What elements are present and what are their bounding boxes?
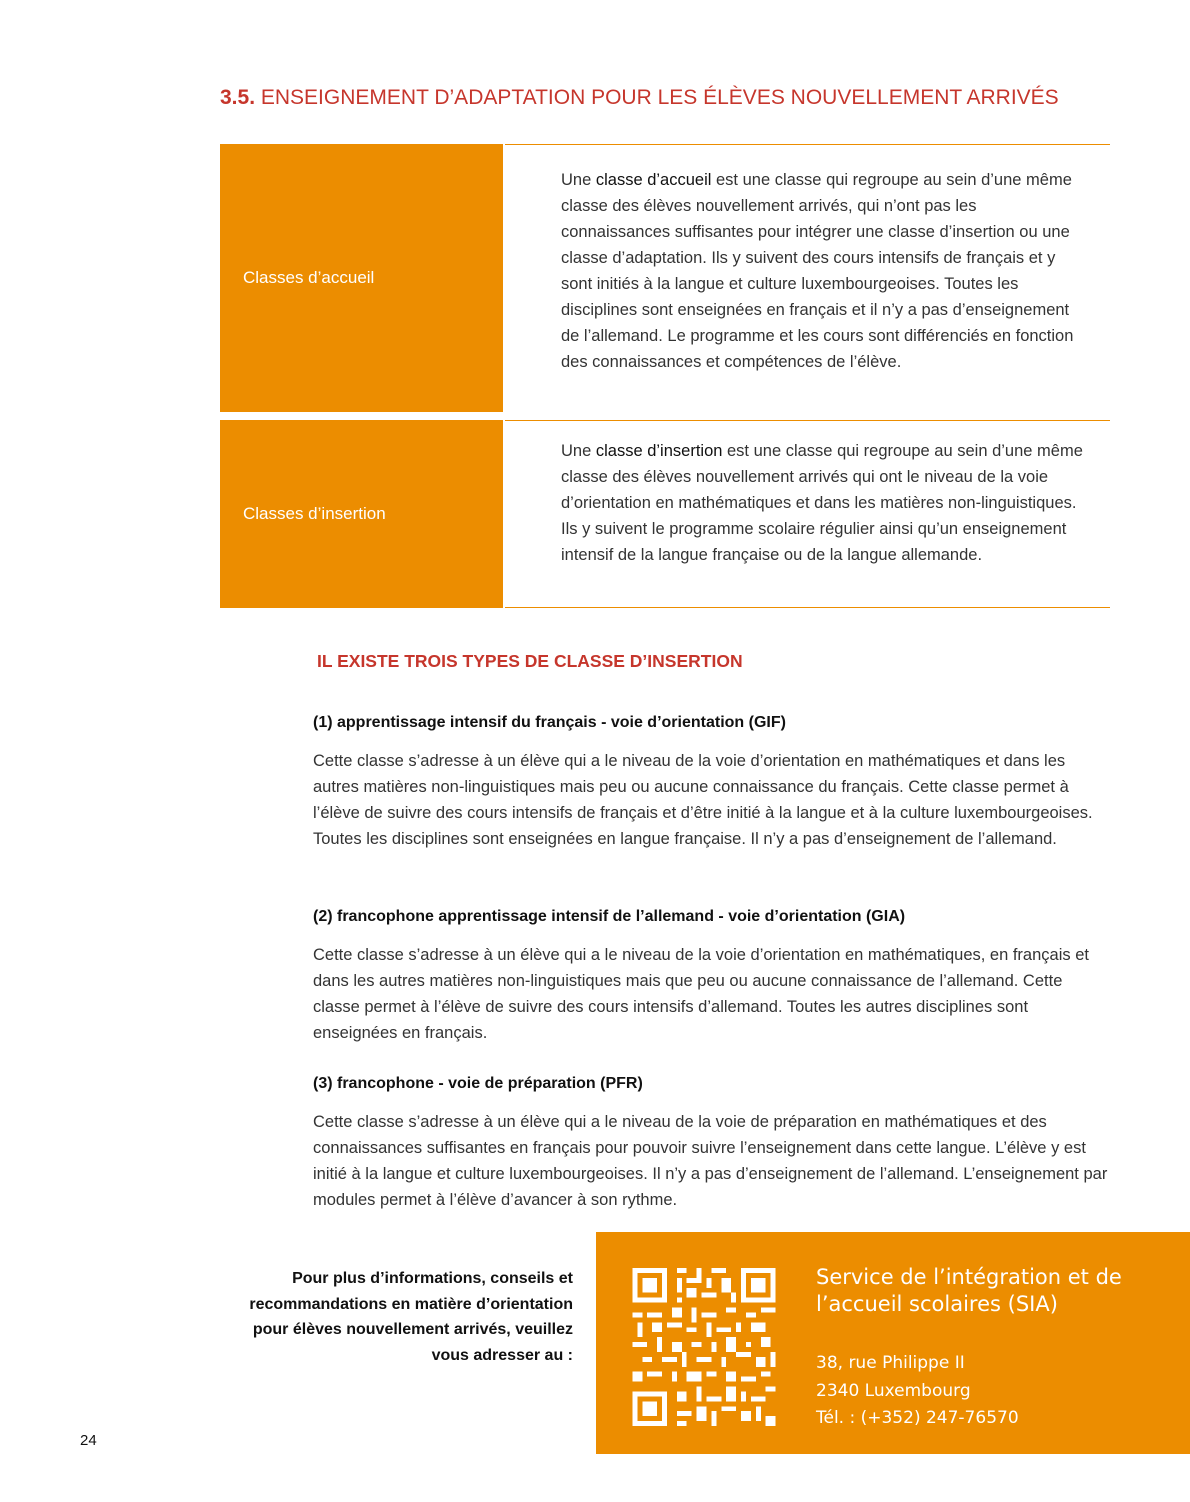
contact-city: 2340 Luxembourg [816,1380,971,1401]
desc-intro: Une [561,171,596,189]
contact-street: 38, rue Philippe II [816,1353,965,1373]
qr-code-icon[interactable] [632,1268,776,1426]
insertion-type-gia [313,906,1113,1046]
class-row-accueil [220,144,1110,412]
insertion-types-heading: IL EXISTE TROIS TYPES DE CLASSE D’INSERTION [317,651,743,671]
class-label-accueil: Classes d’accueil [220,144,503,412]
info-note: Pour plus d’informations, conseils et recommandations en matière d’orientation pour élèves nouvellement arrivés, veuillez vous adresser au : [249,1270,573,1364]
insertion-type-title: (1) apprentissage intensif du français - voie d’orientation (GIF) [313,714,786,731]
desc-text: est une classe qui regroupe au sein d’une même classe des élèves nouvellement arrivés, qui n’ont pas les connaissances suffisantes pour intégrer une classe d’insertion ou une classe d’adaptation. Ils y suivent des cours intensifs de français et y sont initiés à la langue et culture luxembourgeoises. Toutes les disciplines sont enseignées en français et il n’y a pas d’enseignement de l’allemand. Le programme et les cours sont différenciés en fonction des connaissances et compétences de l’élève. [561,171,1074,371]
insertion-type-pfr [313,1073,1113,1213]
section-title [220,86,1059,110]
contact-service-name: Service de l’intégration et de l’accueil scolaires (SIA) [816,1265,1122,1316]
contact-address [816,1350,1019,1433]
desc-text: est une classe qui regroupe au sein d’une même classe des élèves nouvellement arrivés qui ont le niveau de la voie d’orientation en mathématiques et dans les matières non-linguistiques. Ils y suivent le programme scolaire régulier ainsi qu’un enseignement intensif de la langue française ou de la langue allemande. [561,442,1083,564]
class-description-accueil [505,144,1110,412]
class-label-insertion: Classes d’insertion [220,420,503,608]
insertion-type-title: (2) francophone apprentissage intensif de l’allemand - voie d’orientation (GIA) [313,908,906,925]
desc-term: classe d’accueil [595,171,712,189]
insertion-type-body: Cette classe s’adresse à un élève qui a le niveau de la voie de préparation en mathématiques et des connaissances suffisantes en français pour pouvoir suivre l’enseignement dans cette langue. L’élève y est initié à la langue et culture luxembourgeoises. Il n’y a pas d’enseignement de l’allemand. L’enseignement par modules permet à l’élève d’avancer à son rythme. [313,1113,1108,1209]
desc-intro: Une [561,442,596,460]
contact-box [596,1232,1190,1454]
insertion-type-gif [313,712,1113,852]
contact-phone[interactable]: Tél. : (+352) 247-76570 [816,1408,1019,1428]
section-title-text: ENSEIGNEMENT D’ADAPTATION POUR LES ÉLÈVES NOUVELLEMENT ARRIVÉS [260,86,1059,109]
page-number: 24 [80,1432,97,1449]
section-number: 3.5. [220,86,256,109]
insertion-type-body: Cette classe s’adresse à un élève qui a le niveau de la voie d’orientation en mathématiques, en français et dans les autres matières non-linguistiques mais que peu ou aucune connaissance de l’allemand. Cette classe permet à l’élève de suivre des cours intensifs d’allemand. Toutes les autres disciplines sont enseignées en français. [313,946,1089,1042]
class-row-insertion [220,420,1110,608]
class-description-insertion [505,420,1110,608]
insertion-type-body: Cette classe s’adresse à un élève qui a le niveau de la voie d’orientation en mathématiques et dans les autres matières non-linguistiques mais peu ou aucune connaissance du français. Cette classe permet à l’élève de suivre des cours intensifs de français et d’être initié à la langue et à la culture luxembourgeoises. Toutes les disciplines sont enseignées en langue française. Il n’y a pas d’enseignement de l’allemand. [313,752,1093,848]
desc-term: classe d’insertion [595,442,723,460]
insertion-type-title: (3) francophone - voie de préparation (PFR) [313,1075,643,1092]
